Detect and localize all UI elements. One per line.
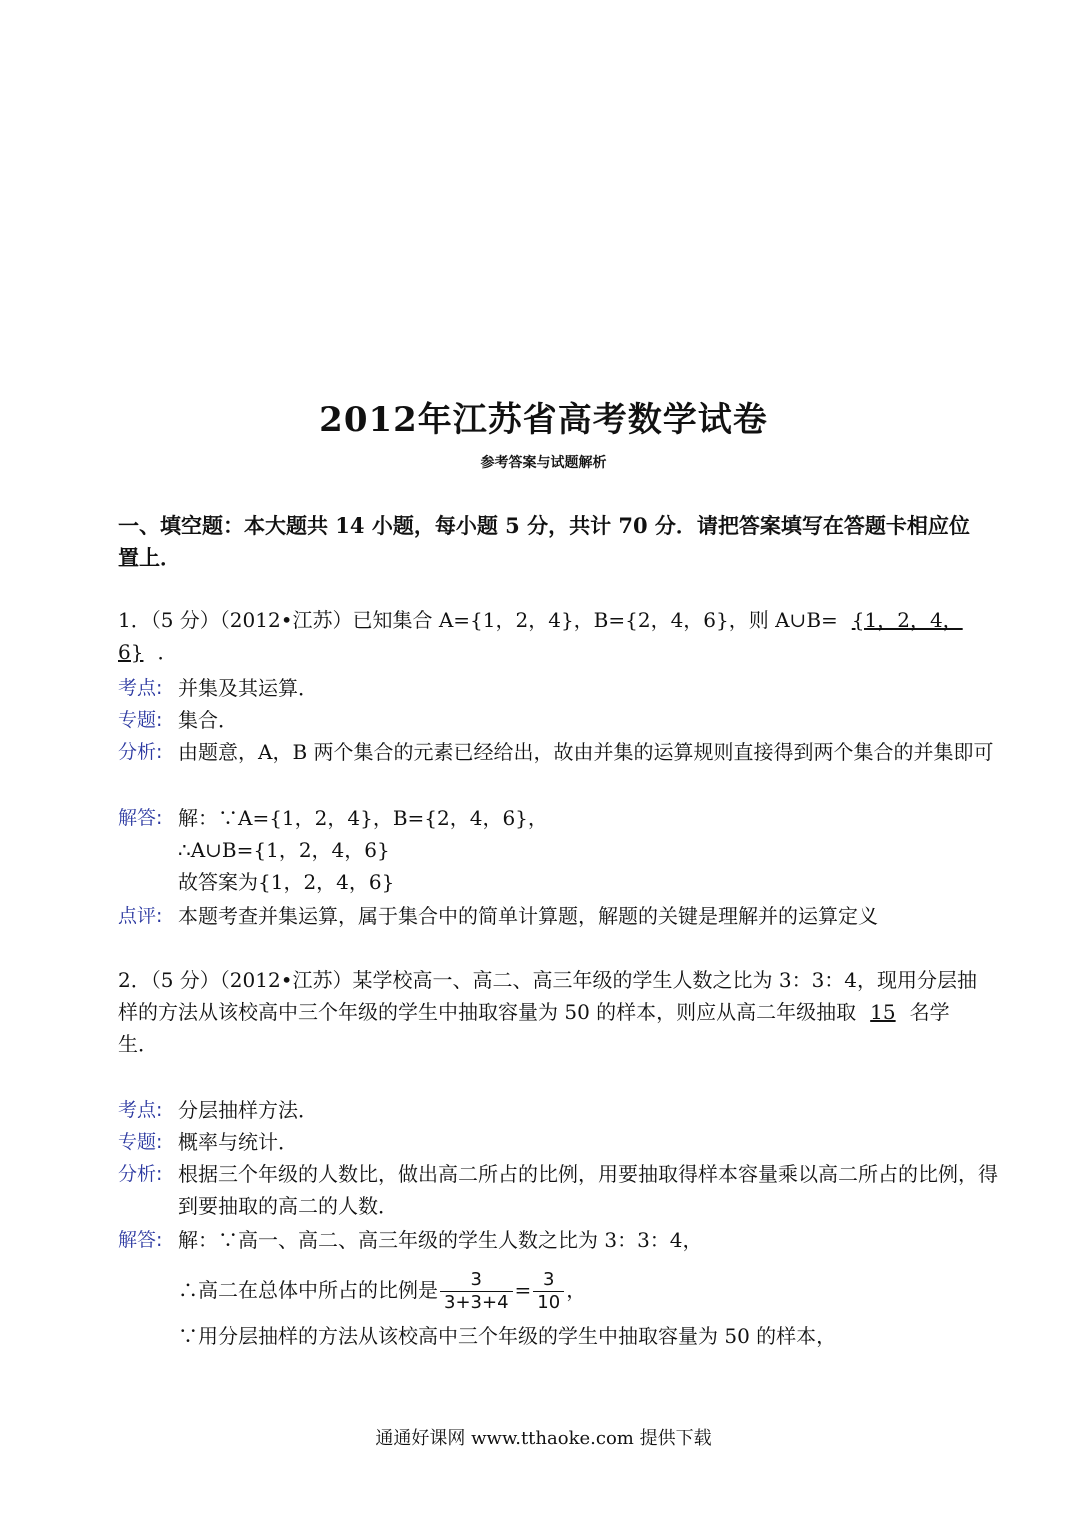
q1-dianping: 本题考查并集运算，属于集合中的简单计算题，解题的关键是理解并的运算定义 [178,904,878,928]
q2-zhuanti: 概率与统计． [178,1130,298,1154]
q1-zhuanti-row [118,704,998,736]
q1-zhuanti-label: 专题: [118,709,163,731]
page-subtitle: 参考答案与试题解析 [480,455,607,471]
question-1-answer: {1，2，4，6} [118,608,963,664]
question-2-end: 名学生． [118,1000,950,1056]
fraction-2-denominator: 10 [533,1291,564,1314]
q1-jieda-line-3: 故答案为{1，2，4，6} [178,870,395,894]
q1-jieda-label: 解答: [118,807,163,829]
q2-kaodian-row [118,1094,998,1126]
equals-sign: = [514,1278,532,1302]
question-2-text: 2．（5 分）（2012•江苏）某学校高一、高二、高三年级的学生人数之比为 3：3：4，现用分层抽样的方法从该校高中三个年级的学生中抽取容量为 50 的样本，则应从高二年级抽取 [118,968,978,1024]
page-title: 2012年江苏省高考数学试卷 [319,400,768,440]
q1-fenxi-row [118,736,998,768]
q1-dianping-row [118,900,998,932]
question-2 [118,964,988,1060]
q1-jieda [178,802,998,898]
question-1 [118,604,988,668]
fraction-2-numerator: 3 [543,1269,555,1290]
q1-jieda-line-2: ∴A∪B={1，2，4，6} [178,838,390,862]
fraction-1-numerator: 3 [470,1269,482,1290]
q1-kaodian-row [118,672,998,704]
q2-kaodian: 分层抽样方法． [178,1098,318,1122]
q2-jieda-row [118,1224,998,1352]
q1-jieda-line-1: 解：∵A={1，2，4}，B={2，4，6}， [178,806,548,830]
question-1-end: ． [157,640,178,664]
q1-zhuanti: 集合． [178,708,238,732]
q1-kaodian: 并集及其运算． [178,676,318,700]
q1-fenxi-label: 分析: [118,741,163,763]
q2-jieda-line-2-post: ， [566,1278,587,1302]
q2-jieda-label: 解答: [118,1229,163,1251]
question-1-text: 1．（5 分）（2012•江苏）已知集合 A={1，2，4}，B={2，4，6}，则 A∪B= [118,608,838,632]
q2-jieda-line-1: 解：∵高一、高二、高三年级的学生人数之比为 3：3：4， [178,1228,703,1252]
q2-jieda-line-2 [178,1264,998,1316]
q2-jieda-line-2-pre: ∴高二在总体中所占的比例是 [178,1278,438,1302]
fraction-1-denominator: 3+3+4 [440,1291,513,1314]
q1-kaodian-label: 考点: [118,677,163,699]
q2-zhuanti-row [118,1126,998,1158]
q1-jieda-row [118,802,998,898]
section-heading: 一、填空题：本大题共 14 小题，每小题 5 分，共计 70 分．请把答案填写在答题卡相应位置上． [118,513,970,570]
q1-fenxi: 由题意，A，B 两个集合的元素已经给出，故由并集的运算规则直接得到两个集合的并集即可 [178,740,994,764]
fraction-1 [440,1269,513,1314]
q2-fenxi-label: 分析: [118,1163,163,1185]
q1-dianping-label: 点评: [118,905,163,927]
footer-credit: 通通好课网 www.tthaoke.com 提供下载 [375,1428,712,1449]
q2-kaodian-label: 考点: [118,1099,163,1121]
question-2-answer: 15 [870,1000,896,1024]
q2-jieda-line-3: ∵用分层抽样的方法从该校高中三个年级的学生中抽取容量为 50 的样本， [178,1324,837,1348]
q2-zhuanti-label: 专题: [118,1131,163,1153]
q2-fenxi-row [118,1158,998,1222]
q2-fenxi: 根据三个年级的人数比，做出高二所占的比例，用要抽取得样本容量乘以高二所占的比例，得到要抽取的高二的人数． [178,1162,998,1218]
fraction-2 [533,1269,564,1314]
q2-jieda [178,1224,998,1352]
